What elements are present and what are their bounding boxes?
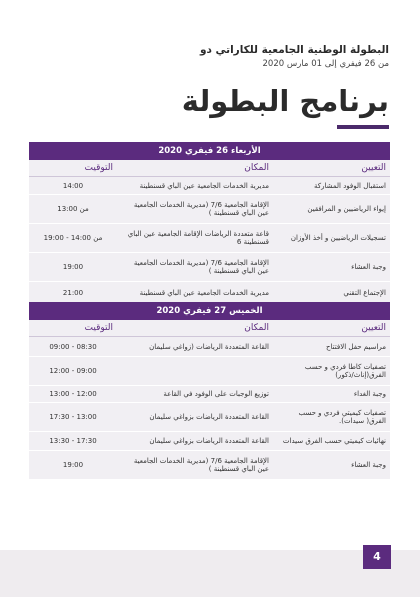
time-cell: 08:30 - 09:00 xyxy=(49,342,97,351)
table-row xyxy=(29,337,390,357)
event-cell: استقبال الوفود المشاركة xyxy=(314,181,386,190)
event-cell: وجبة العشاء xyxy=(351,461,386,469)
title-underline xyxy=(337,125,389,129)
championship-dates: من 26 فيفري إلى 01 مارس 2020 xyxy=(262,59,389,69)
place-cell: القاعة المتعددة الرياضات بزواغي سليمان xyxy=(149,413,269,421)
event-cell: وجبة العشاء xyxy=(351,263,386,271)
table-row xyxy=(29,386,390,403)
column-header-events: التعيين xyxy=(361,323,386,333)
schedule-table xyxy=(29,160,390,305)
program-title: برنامج البطولة xyxy=(181,84,389,118)
place-cell xyxy=(117,368,273,374)
event-cell: إيواء الرياضيين و المرافقين xyxy=(307,205,386,213)
place-cell: القاعة المتعددة الرياضات بزواغي سليمان xyxy=(149,437,269,445)
day-schedule-2 xyxy=(29,302,390,480)
time-cell: 17:30 - 13:30 xyxy=(49,437,97,445)
event-cell: وجبة الغداء xyxy=(353,390,386,398)
table-row xyxy=(29,253,390,282)
column-header-place: المكان xyxy=(244,323,269,333)
day-schedule-1 xyxy=(29,142,390,305)
table-row xyxy=(29,224,390,253)
page-footer xyxy=(0,550,420,597)
time-cell: 21:00 xyxy=(62,289,84,297)
schedule-table xyxy=(29,320,390,480)
page-number: 4 xyxy=(363,545,391,569)
column-header-time: التوقيت xyxy=(84,163,113,173)
table-row xyxy=(29,357,390,386)
table-row xyxy=(29,177,390,195)
day-heading: الأربعاء 26 فيفري 2020 xyxy=(29,142,390,160)
time-cell: 12:00 - 13:00 xyxy=(49,390,97,398)
table-row xyxy=(29,195,390,224)
place-cell: الإقامة الجامعية 7/6 (مديرية الخدمات الجامعية عين الباي قسنطينة ) xyxy=(133,259,269,275)
event-cell: الإجتماع التقني xyxy=(343,289,386,297)
table-row xyxy=(29,451,390,480)
event-cell: مراسيم حفل الافتتاح xyxy=(326,342,386,351)
time-cell: 14:00 xyxy=(62,181,84,190)
column-header-events: التعيين xyxy=(361,163,386,173)
time-cell: 19:00 xyxy=(62,461,84,469)
place-cell: الإقامة الجامعية 7/6 (مديرية الخدمات الجامعية عين الباي قسنطينة ) xyxy=(133,457,269,473)
place-cell: مديرية الخدمات الجامعية عين الباي قسنطينة xyxy=(139,289,269,297)
table-header-row xyxy=(29,320,390,337)
day-heading: الخميس 27 فيفري 2020 xyxy=(29,302,390,320)
time-cell: من 14:00 - 19:00 xyxy=(43,234,103,242)
place-cell: توزيع الوجبات على الوفود في القاعة xyxy=(163,390,269,398)
table-header-row xyxy=(29,160,390,177)
document-header xyxy=(200,44,389,69)
column-header-place: المكان xyxy=(244,163,269,173)
time-cell: 09:00 - 12:00 xyxy=(49,367,97,375)
event-cell: تصفيات كاطا فردي و حسب الفرق(إناث/ذكور) xyxy=(304,363,386,379)
table-row xyxy=(29,432,390,451)
event-cell: تصفيات كيميتي فردي و حسب الفرق( سيدات). xyxy=(298,409,386,425)
place-cell: الإقامة الجامعية 7/6 (مديرية الخدمات الجامعية عين الباي قسنطينة ) xyxy=(133,201,269,217)
place-cell: مديرية الخدمات الجامعية عين الباي قسنطينة xyxy=(139,181,269,190)
column-header-time: التوقيت xyxy=(84,323,113,333)
place-cell: القاعة المتعددة الرياضات (زواغي سليمان xyxy=(149,342,269,351)
event-cell: نهائيات كيميتي حسب الفرق سيدات xyxy=(282,437,386,445)
place-cell: قاعة متعددة الرياضات الإقامة الجامعية عين الباي قسنطينة 6 xyxy=(127,230,269,246)
time-cell: 13:00 - 17:30 xyxy=(49,413,97,421)
event-cell: تسجيلات الرياضيين و أخذ الأوزان xyxy=(290,234,386,242)
time-cell: 19:00 xyxy=(62,263,84,271)
table-row xyxy=(29,403,390,432)
time-cell: من 13:00 xyxy=(57,205,89,213)
championship-title: البطولة الوطنية الجامعية للكاراتي دو xyxy=(199,44,389,56)
